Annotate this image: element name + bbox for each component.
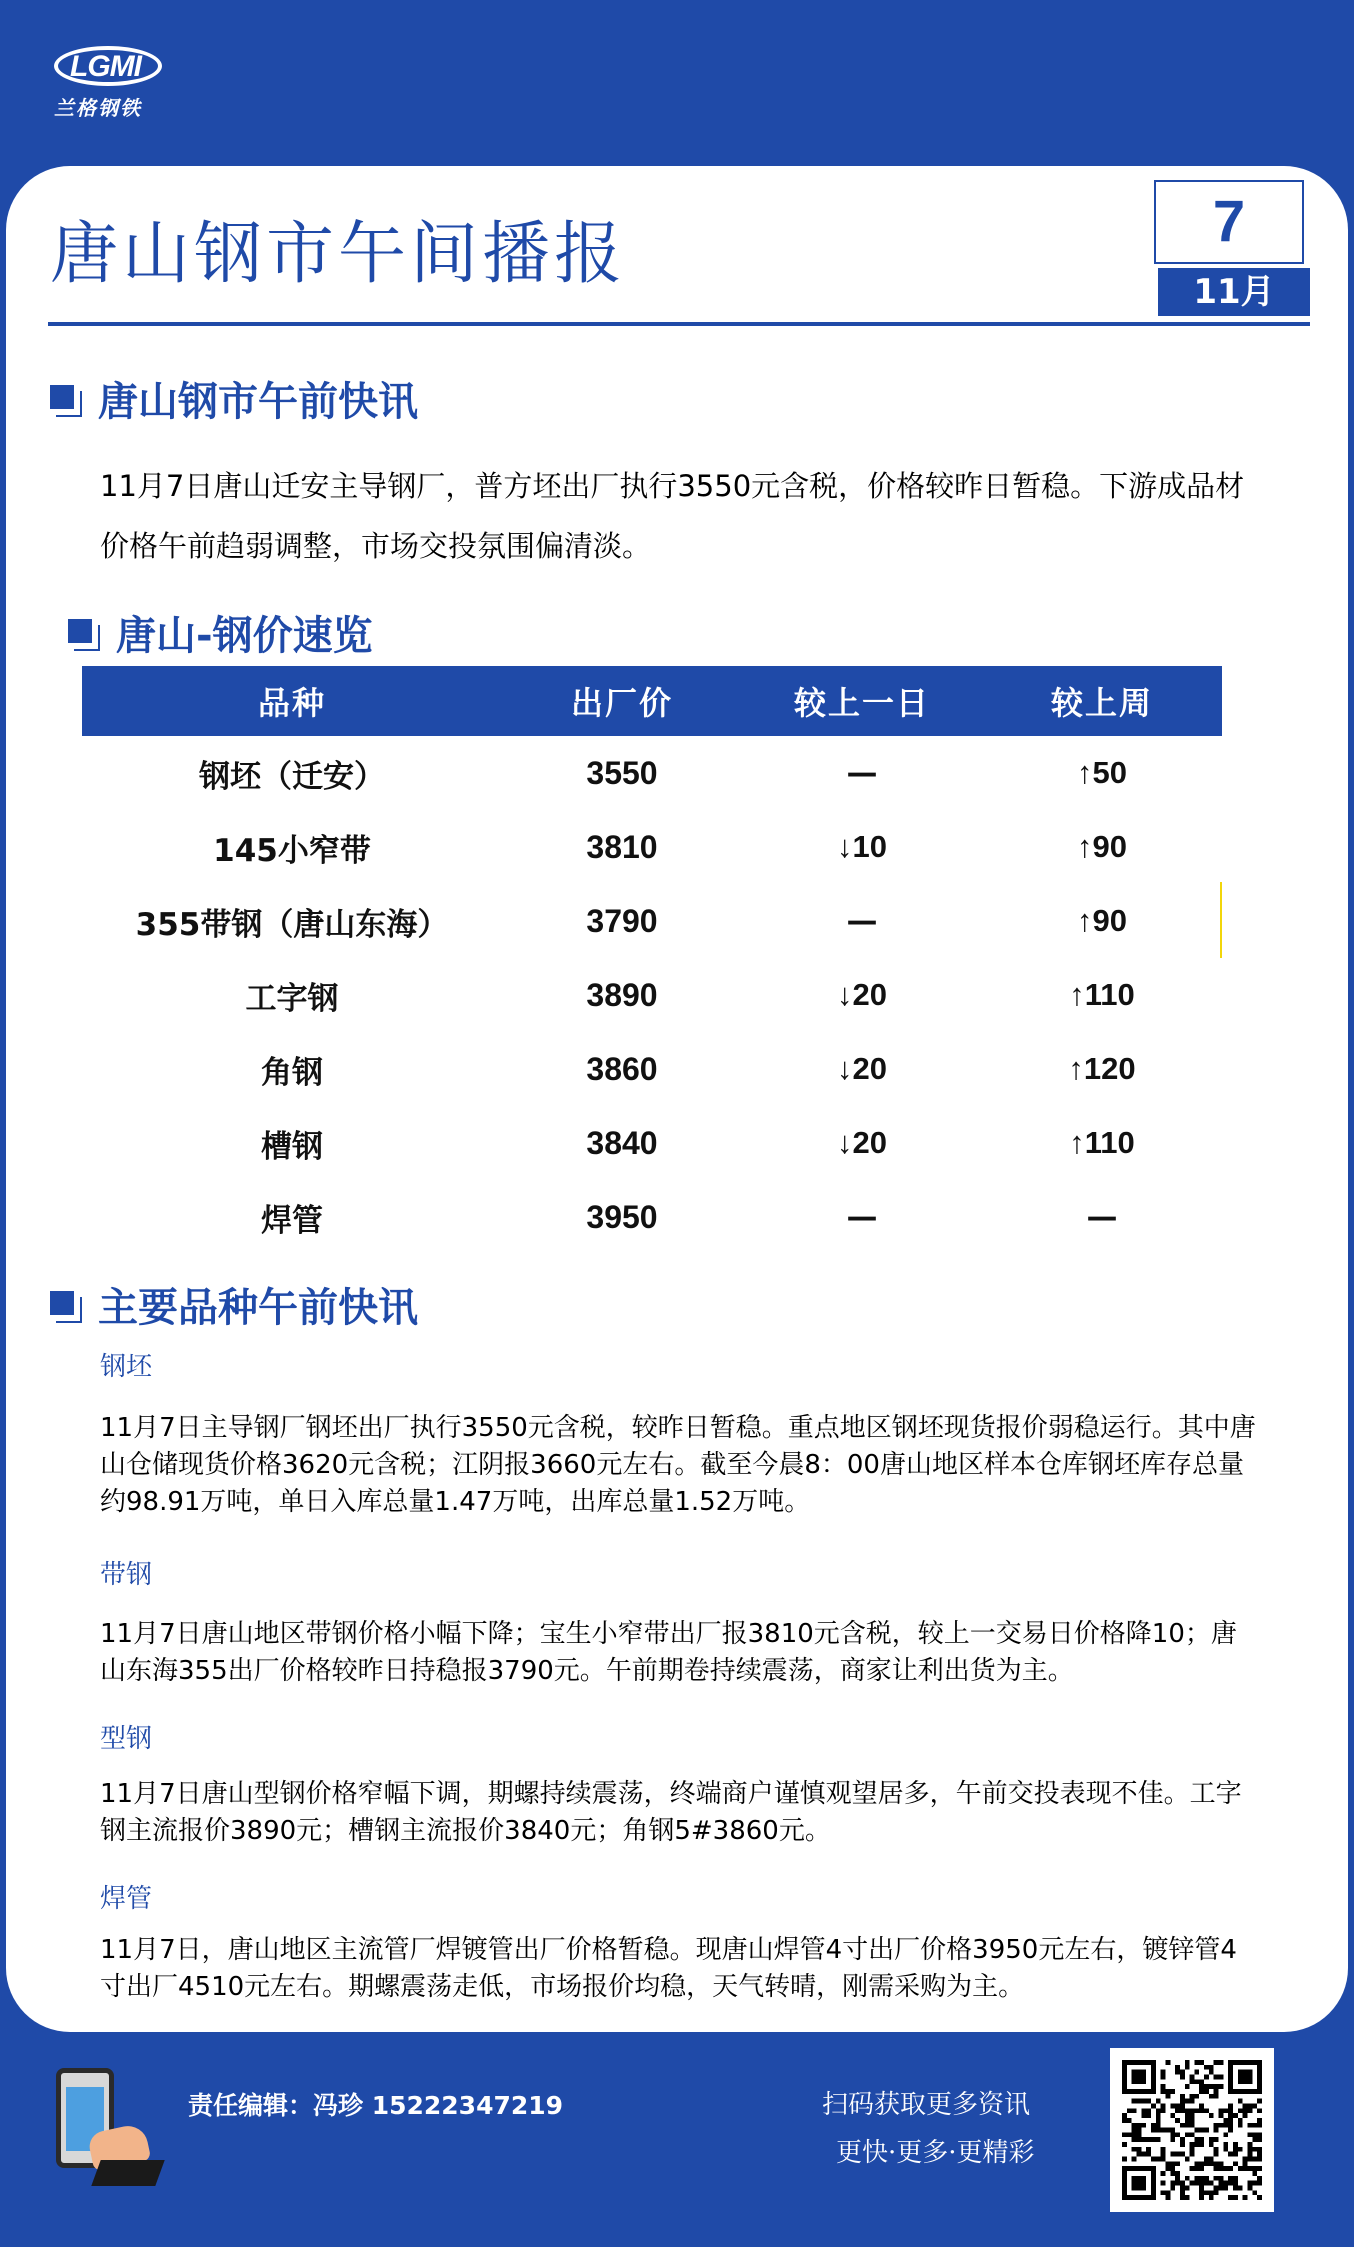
- day-change-cell: ↓10: [837, 829, 887, 864]
- product-text-section-steel: 11月7日唐山型钢价格窄幅下调，期螺持续震荡，终端商户谨慎观望居多，午前交投表现不佳。工字钢主流报价3890元；槽钢主流报价3840元；角钢5#3860元。: [100, 1779, 1242, 1846]
- section-title: 唐山钢市午前快讯: [98, 379, 418, 425]
- week-change-cell: ↑90: [1077, 903, 1127, 938]
- morning-news-text: 11月7日唐山迁安主导钢厂，普方坯出厂执行3550元含税，价格较昨日暂稳。下游成品材价格午前趋弱调整，市场交投氛围偏清淡。: [100, 469, 1245, 563]
- highlight-line: [1220, 882, 1222, 958]
- table-row: [82, 736, 1222, 810]
- square-bullet-icon: [68, 619, 96, 647]
- price-cell: 3840: [586, 1124, 658, 1161]
- price-cell: 3550: [586, 754, 658, 791]
- table-header-row: [82, 666, 1222, 736]
- product-name-cell: 角钢: [261, 1054, 323, 1091]
- product-name-cell: 工字钢: [245, 980, 339, 1017]
- logo-mark: LGMI: [70, 50, 141, 83]
- product-name-cell: 槽钢: [261, 1128, 323, 1165]
- price-cell: 3790: [586, 902, 658, 939]
- week-change-cell: ↑50: [1077, 755, 1127, 790]
- section-title: 唐山-钢价速览: [116, 613, 373, 659]
- brand-logo: [52, 40, 172, 120]
- product-name-cell: 焊管: [261, 1202, 323, 1239]
- qr-code-icon[interactable]: [1110, 2048, 1274, 2212]
- column-header: 出厂价: [502, 666, 742, 736]
- product-name-cell: 355带钢（唐山东海）: [135, 906, 449, 943]
- week-change-cell: ↑120: [1068, 1051, 1136, 1086]
- day-change-cell: —: [846, 903, 878, 939]
- price-cell: 3950: [586, 1198, 658, 1235]
- product-text-strip: 11月7日唐山地区带钢价格小幅下降；宝生小窄带出厂报3810元含税，较上一交易日价格降10；唐山东海355出厂价格较昨日持稳报3790元。午前期卷持续震荡，商家让利出货为主。: [100, 1619, 1237, 1686]
- product-name-cell: 145小窄带: [213, 832, 371, 869]
- column-header: 较上一日: [742, 666, 982, 736]
- day-change-cell: ↓20: [837, 1051, 887, 1086]
- table-row: [82, 1180, 1222, 1254]
- table-row: [82, 1032, 1222, 1106]
- phone-hand-icon: [56, 2058, 156, 2188]
- week-change-cell: —: [1086, 1199, 1118, 1235]
- editor-info: 责任编辑：冯珍 15222347219: [188, 2091, 564, 2120]
- price-cell: 3810: [586, 828, 658, 865]
- product-label-section-steel: 型钢: [100, 1724, 153, 1754]
- page-title: 唐山钢市午间播报: [50, 215, 627, 294]
- column-header: 品种: [82, 666, 502, 736]
- week-change-cell: ↑110: [1069, 977, 1135, 1012]
- price-table: [82, 666, 1222, 1254]
- logo-name: 兰格钢铁: [54, 96, 142, 120]
- day-change-cell: —: [846, 1199, 878, 1235]
- table-row: [82, 1106, 1222, 1180]
- table-row: [82, 810, 1222, 884]
- scan-prompt: 扫码获取更多资讯: [822, 2090, 1031, 2120]
- product-text-billet: 11月7日主导钢厂钢坯出厂执行3550元含税，较昨日暂稳。重点地区钢坯现货报价弱稳运行。其中唐山仓储现货价格3620元含税；江阴报3660元左右。截至今晨8：00唐山地区样本仓库钢坯库存总量约98.91万吨，单日入库总量1.47万吨，出库总量1.52万吨。: [100, 1413, 1256, 1517]
- week-change-cell: ↑90: [1077, 829, 1127, 864]
- column-header: 较上周: [982, 666, 1222, 736]
- title-divider: [48, 322, 1310, 326]
- product-label-billet: 钢坯: [100, 1352, 153, 1382]
- section-header-main-products: [50, 1276, 418, 1333]
- date-day: 7: [1154, 180, 1304, 264]
- price-cell: 3860: [586, 1050, 658, 1087]
- slogan: 更快·更多·更精彩: [836, 2138, 1035, 2168]
- table-row: [82, 958, 1222, 1032]
- day-change-cell: —: [846, 755, 878, 791]
- date-month: 11月: [1158, 268, 1310, 316]
- table-row: [82, 884, 1222, 958]
- product-label-welded-pipe: 焊管: [100, 1884, 153, 1914]
- product-text-welded-pipe: 11月7日，唐山地区主流管厂焊镀管出厂价格暂稳。现唐山焊管4寸出厂价格3950元左右，镀锌管4寸出厂4510元左右。期螺震荡走低，市场报价均稳，天气转晴，刚需采购为主。: [100, 1935, 1237, 2002]
- product-label-strip: 带钢: [100, 1560, 153, 1590]
- product-name-cell: 钢坯（迁安）: [199, 758, 385, 795]
- day-change-cell: ↓20: [837, 977, 887, 1012]
- section-header-price-overview: [68, 604, 373, 661]
- section-title: 主要品种午前快讯: [98, 1285, 418, 1331]
- price-cell: 3890: [586, 976, 658, 1013]
- square-bullet-icon: [50, 385, 78, 413]
- day-change-cell: ↓20: [837, 1125, 887, 1160]
- week-change-cell: ↑110: [1069, 1125, 1135, 1160]
- square-bullet-icon: [50, 1291, 78, 1319]
- section-header-morning-news: [50, 370, 418, 427]
